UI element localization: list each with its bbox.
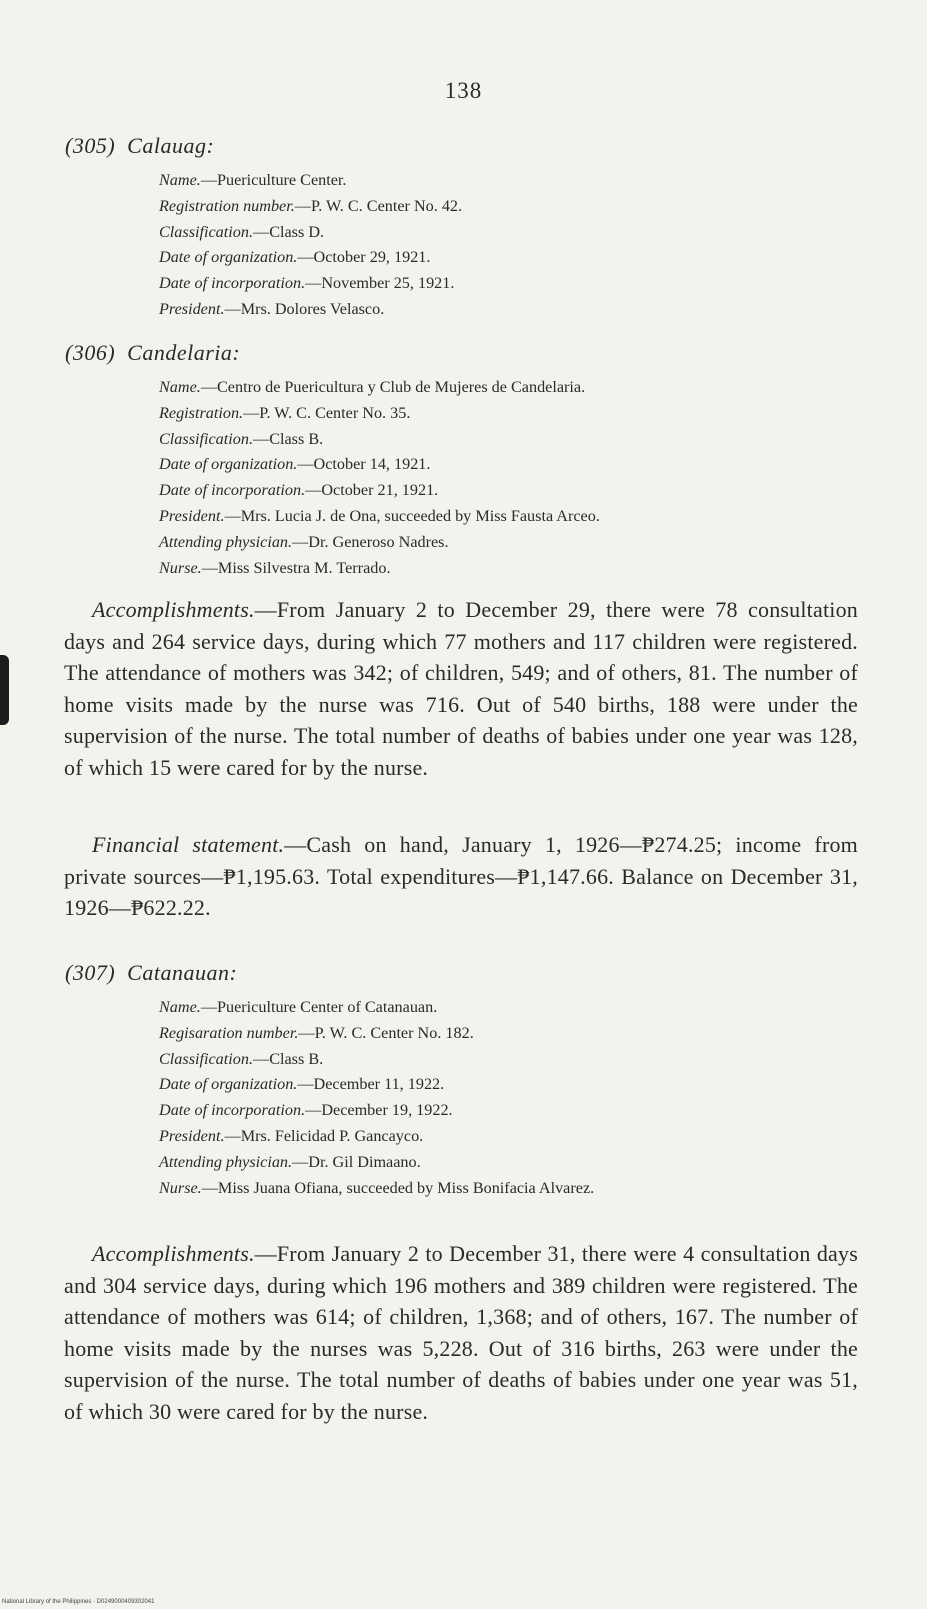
detail-label: President. [159, 506, 225, 525]
detail-value: —December 11, 1922. [297, 1075, 445, 1094]
detail-row [159, 271, 462, 297]
entry-number: (305) [65, 133, 116, 158]
detail-value: —Miss Silvestra M. Terrado. [201, 558, 391, 577]
detail-label: Attending physician. [159, 1152, 293, 1171]
paragraph-label: Accomplishments. [92, 1241, 255, 1266]
detail-label: Classification. [159, 429, 253, 448]
detail-value: —October 21, 1921. [305, 481, 439, 500]
detail-row [159, 556, 600, 582]
detail-label: Date of incorporation. [159, 1101, 306, 1120]
detail-value: —Dr. Gil Dimaano. [292, 1152, 421, 1171]
detail-row [159, 1098, 594, 1124]
detail-label: Date of incorporation. [159, 481, 306, 500]
detail-row [159, 427, 600, 453]
detail-row [159, 1072, 594, 1098]
detail-label: Nurse. [159, 558, 202, 577]
detail-value: —Mrs. Lucia J. de Ona, succeeded by Miss Fausta Arceo. [224, 506, 600, 525]
detail-label: Date of organization. [159, 248, 298, 267]
detail-row [159, 168, 462, 194]
paragraph-text: —From January 2 to December 29, there were 78 consultation days and 264 service days, during which 77 mothers and 117 children were registered. The attendance of mothers was 342; of children, 549; and of others, 81. The number of home visits made by the nurse was 716. Out of 540 births, 188 were under the supervision of the nurse. The total number of deaths of babies under one year was 128, of which 15 were cared for by the nurse. [64, 597, 858, 780]
detail-label: President. [159, 1126, 225, 1145]
detail-row [159, 452, 600, 478]
detail-value: —October 29, 1921. [297, 248, 431, 267]
detail-label: Registration number. [159, 196, 295, 215]
binding-mark [0, 655, 9, 725]
entry-place: Calauag: [127, 133, 215, 158]
entry-307-heading [65, 960, 237, 986]
paragraph-text: —Cash on hand, January 1, 1926—₱274.25; income from private sources—₱1,195.63. Total expenditures—₱1,147.66. Balance on December 31, 1926—₱622.22. [64, 832, 858, 920]
detail-label: Classification. [159, 222, 253, 241]
detail-row [159, 1047, 594, 1073]
detail-row [159, 504, 600, 530]
detail-value: —Puericulture Center of Catanauan. [200, 998, 438, 1016]
scan-footer: National Library of the Philippines · D0249000409302041 [2, 1599, 155, 1605]
detail-value: —P. W. C. Center No. 42. [294, 196, 463, 215]
entry-306-details [159, 375, 600, 581]
detail-row [159, 1176, 594, 1202]
detail-value: —Mrs. Dolores Velasco. [224, 299, 385, 318]
detail-label: Date of organization. [159, 1075, 298, 1094]
detail-label: Date of incorporation. [159, 274, 306, 293]
detail-row [159, 478, 600, 504]
entry-307-accomplishments [64, 1238, 858, 1427]
entry-306-heading [65, 340, 240, 366]
detail-value: —October 14, 1921. [297, 455, 431, 474]
detail-row [159, 401, 600, 427]
detail-row [159, 995, 594, 1021]
detail-label: President. [159, 299, 225, 318]
entry-306-accomplishments [64, 594, 858, 783]
detail-row [159, 220, 462, 246]
paragraph-label: Accomplishments. [92, 597, 255, 622]
detail-row [159, 194, 462, 220]
detail-value: —Class B. [253, 1049, 324, 1068]
detail-row [159, 1150, 594, 1176]
entry-place: Catanauan: [127, 960, 238, 985]
detail-row [159, 297, 462, 323]
detail-value: —P. W. C. Center No. 182. [298, 1023, 474, 1042]
detail-label: Classification. [159, 1049, 253, 1068]
detail-row [159, 1021, 594, 1047]
entry-305-heading [65, 133, 214, 159]
entry-place: Candelaria: [127, 340, 241, 365]
detail-value: —Mrs. Felicidad P. Gancayco. [224, 1126, 424, 1145]
detail-value: —Class D. [253, 222, 325, 241]
entry-number: (306) [65, 340, 116, 365]
page-number: 138 [444, 78, 483, 103]
detail-label: Nurse. [159, 1178, 202, 1197]
paragraph-text: —From January 2 to December 31, there were 4 consultation days and 304 service days, during which 196 mothers and 389 children were registered. The attendance of mothers was 614; of children, 1,368; and of others, 167. The number of home visits made by the nurses was 5,228. Out of 316 births, 263 were under the supervision of the nurse. The total number of deaths of babies under one year was 51, of which 30 were cared for by the nurse. [64, 1241, 858, 1424]
detail-row [159, 1124, 594, 1150]
detail-value: —P. W. C. Center No. 35. [243, 403, 411, 422]
detail-value: —November 25, 1921. [305, 274, 455, 293]
detail-row [159, 375, 600, 401]
detail-value: —Puericulture Center. [200, 171, 347, 189]
detail-value: —Dr. Generoso Nadres. [292, 532, 449, 551]
detail-row [159, 530, 600, 556]
entry-306-financial-statement [64, 829, 858, 924]
detail-label: Regisaration number. [159, 1023, 299, 1042]
detail-label: Date of organization. [159, 455, 298, 474]
entry-number: (307) [65, 960, 116, 985]
detail-label: Name. [159, 378, 201, 396]
detail-label: Registration. [159, 403, 244, 422]
entry-305-details [159, 168, 462, 323]
detail-value: —Class B. [253, 429, 324, 448]
detail-value: —Miss Juana Ofiana, succeeded by Miss Bonifacia Alvarez. [201, 1178, 595, 1197]
detail-label: Attending physician. [159, 532, 293, 551]
detail-value: —December 19, 1922. [305, 1101, 453, 1120]
entry-307-details [159, 995, 594, 1201]
detail-label: Name. [159, 998, 201, 1016]
detail-value: —Centro de Puericultura y Club de Mujeres de Candelaria. [200, 378, 586, 396]
paragraph-label: Financial statement. [92, 832, 285, 857]
detail-row [159, 245, 462, 271]
detail-label: Name. [159, 171, 201, 189]
